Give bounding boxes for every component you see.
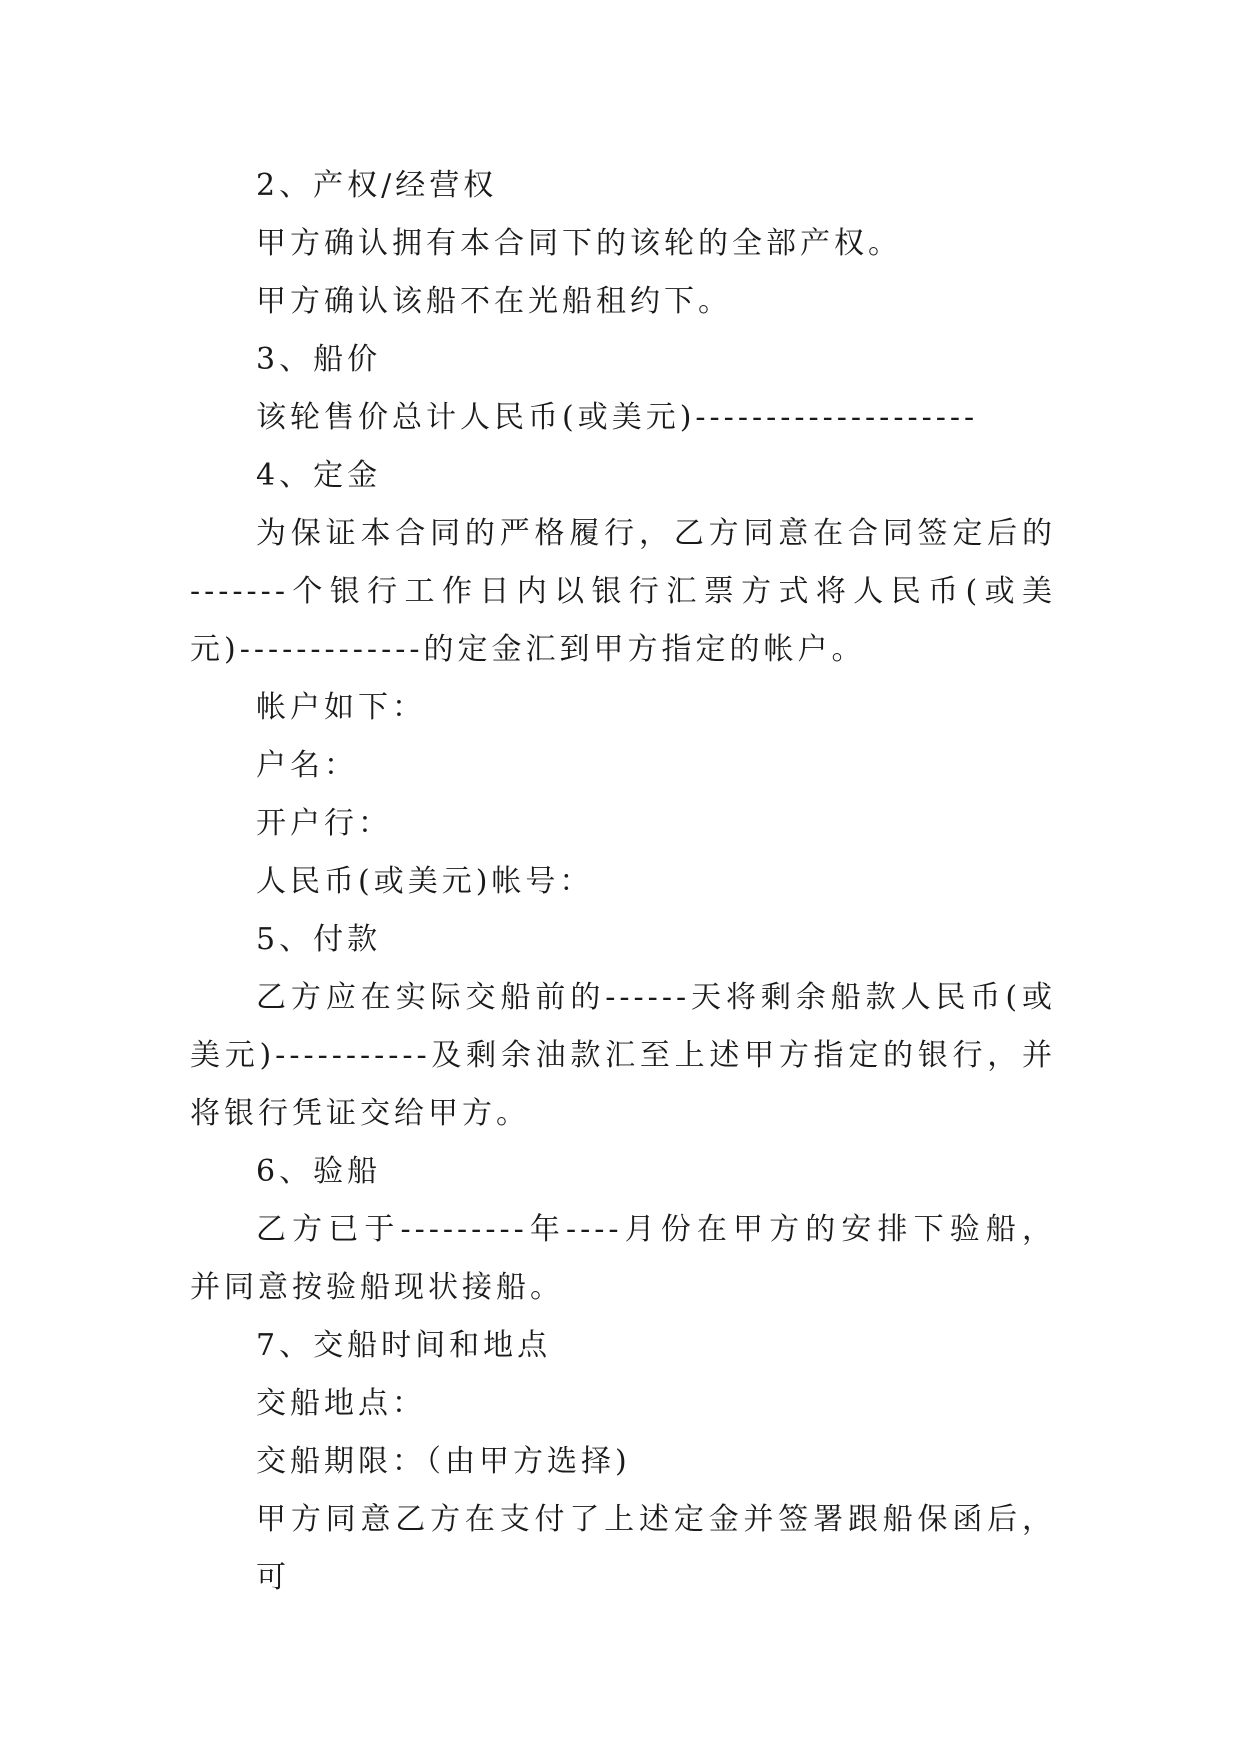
paragraph-line: 乙方应在实际交船前的------天将剩余船款人民币(或	[256, 980, 1056, 1015]
paragraph-line: 甲方同意乙方在支付了上述定金并签署跟船保函后，可	[256, 1502, 1056, 1595]
paragraph-line: -------个银行工作日内以银行汇票方式将人民币(或美	[190, 574, 1056, 609]
paragraph-line: 乙方已于---------年----月份在甲方的安排下验船，	[256, 1212, 1056, 1247]
delivery-deadline-label: 交船期限：（由甲方选择)	[256, 1444, 631, 1479]
section-heading-ownership: 2、产权/经营权	[256, 168, 498, 203]
paragraph-line: 美元)-----------及剩余油款汇至上述甲方指定的银行，并	[190, 1038, 1056, 1073]
paragraph-line: 并同意按验船现状接船。	[190, 1270, 564, 1305]
paragraph-line: 该轮售价总计人民币(或美元)--------------------	[256, 400, 979, 435]
section-heading-deposit: 4、定金	[256, 458, 382, 493]
section-heading-price: 3、船价	[256, 342, 382, 377]
paragraph-line: 元)-------------的定金汇到甲方指定的帐户。	[190, 632, 866, 667]
bank-label: 开户行：	[256, 806, 392, 841]
paragraph-line: 甲方确认该船不在光船租约下。	[256, 284, 732, 319]
account-name-label: 户名：	[256, 748, 358, 783]
delivery-place-label: 交船地点：	[256, 1386, 426, 1421]
section-heading-inspection: 6、验船	[256, 1154, 382, 1189]
account-number-label: 人民币(或美元)帐号：	[256, 864, 594, 899]
section-heading-payment: 5、付款	[256, 922, 382, 957]
account-heading: 帐户如下：	[256, 690, 426, 725]
contract-body	[190, 157, 1056, 1595]
paragraph-line: 将银行凭证交给甲方。	[190, 1096, 530, 1131]
paragraph-line: 为保证本合同的严格履行，乙方同意在合同签定后的	[256, 516, 1056, 551]
section-heading-delivery: 7、交船时间和地点	[256, 1328, 552, 1363]
paragraph-line: 甲方确认拥有本合同下的该轮的全部产权。	[256, 226, 902, 261]
